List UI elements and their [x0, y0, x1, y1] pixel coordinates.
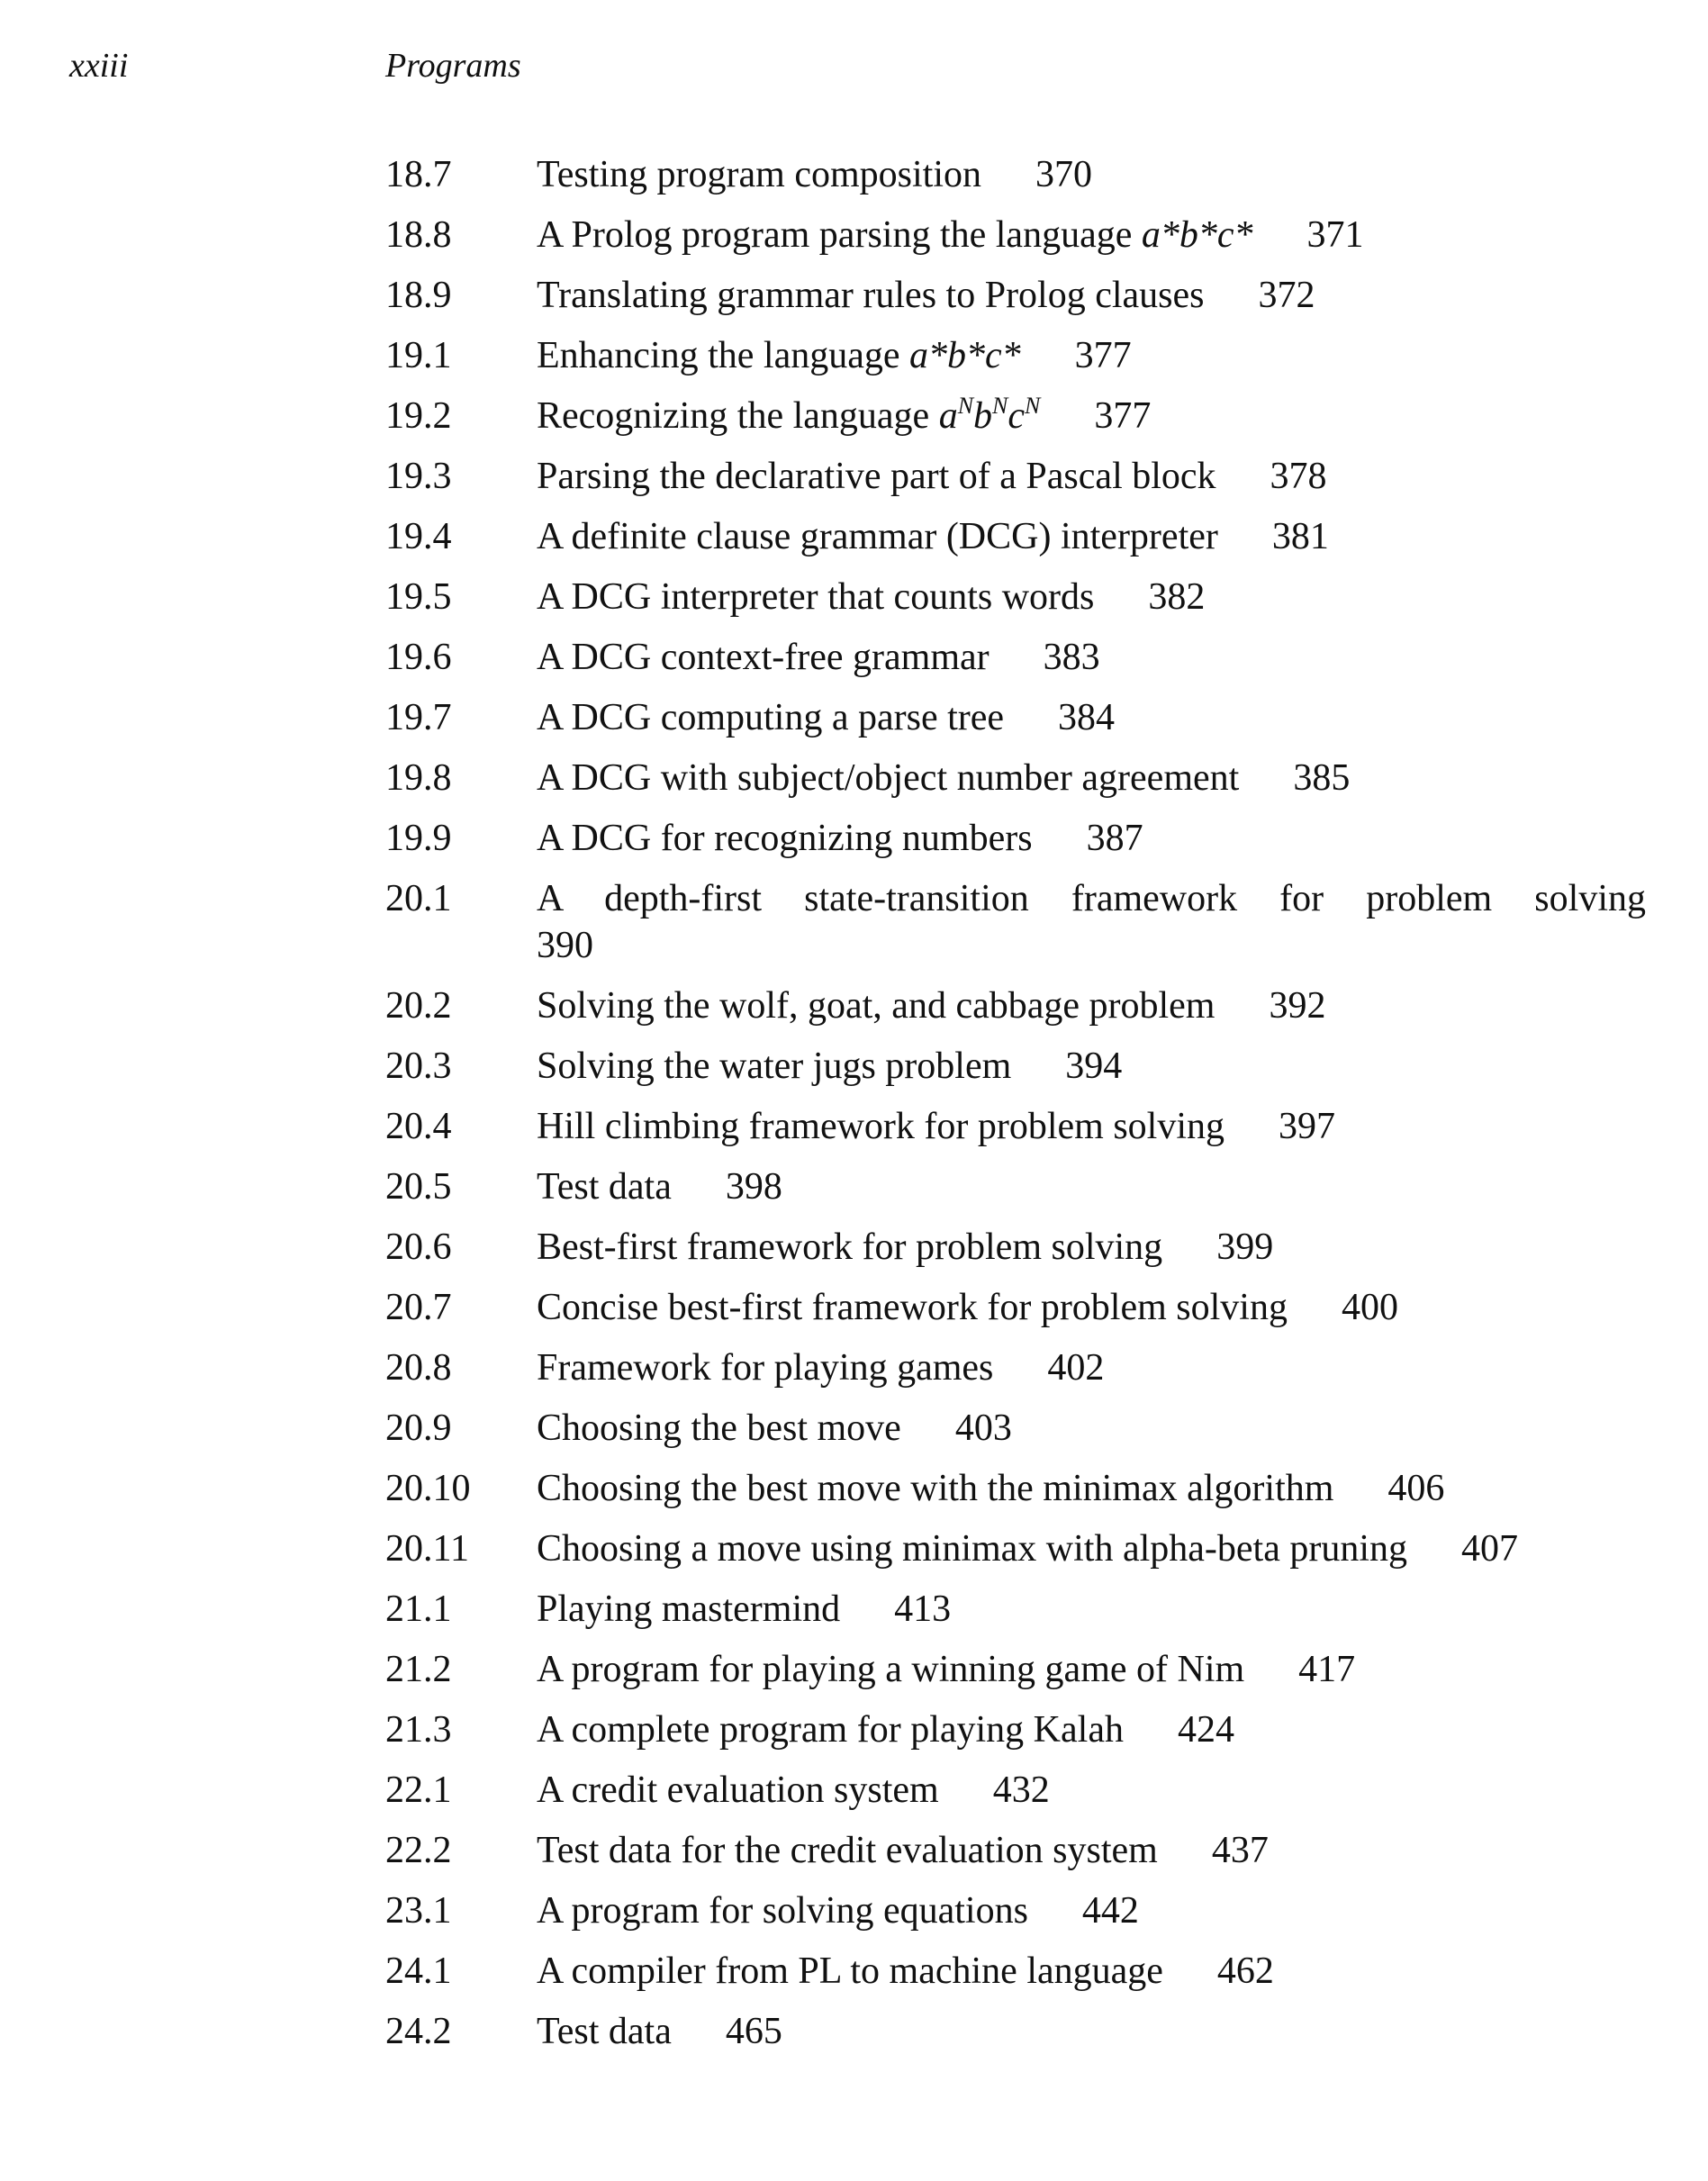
program-number: 20.4 — [385, 1106, 452, 1147]
program-number: 22.1 — [385, 1769, 452, 1811]
program-number: 24.1 — [385, 1950, 452, 1992]
page-reference: 383 — [1043, 637, 1100, 678]
list-item — [385, 634, 1646, 681]
list-item — [385, 1948, 1646, 1995]
program-description — [537, 1706, 1646, 1753]
program-number: 21.1 — [385, 1588, 452, 1630]
program-title: Choosing the best move — [537, 1407, 901, 1449]
list-item — [385, 1827, 1646, 1874]
program-description — [537, 1948, 1646, 1995]
program-number: 21.2 — [385, 1649, 452, 1690]
list-item — [385, 1767, 1646, 1814]
page-reference: 377 — [1074, 335, 1132, 376]
program-title: Framework for playing games — [537, 1347, 994, 1389]
program-description — [537, 1344, 1646, 1391]
program-description — [537, 2008, 1646, 2055]
program-number: 18.8 — [385, 214, 452, 256]
program-title: Playing mastermind — [537, 1588, 841, 1630]
program-number: 18.7 — [385, 154, 452, 195]
list-item — [385, 1344, 1646, 1391]
program-title: Concise best-first framework for problem solving — [537, 1287, 1288, 1328]
program-title: Recognizing the language — [537, 395, 930, 437]
program-number: 19.3 — [385, 456, 452, 497]
list-item — [385, 1706, 1646, 1753]
page-reference: 371 — [1306, 214, 1364, 256]
program-title: Solving the water jugs problem — [537, 1045, 1012, 1087]
math-exponent: N — [992, 393, 1008, 419]
program-title: Parsing the declarative part of a Pascal block — [537, 456, 1216, 497]
program-description — [537, 272, 1646, 319]
list-item — [385, 1405, 1646, 1452]
program-description — [537, 1465, 1646, 1512]
list-item — [385, 2008, 1646, 2055]
list-item — [385, 982, 1646, 1029]
page-reference: 424 — [1177, 1709, 1234, 1751]
program-number: 20.9 — [385, 1407, 452, 1449]
list-item — [385, 212, 1646, 258]
page-reference: 398 — [725, 1166, 782, 1208]
program-description — [537, 574, 1646, 620]
program-title: Choosing a move using minimax with alpha-beta pruning — [537, 1528, 1408, 1570]
math-base: c — [1008, 395, 1026, 437]
list-item — [385, 272, 1646, 319]
page-reference: 372 — [1258, 275, 1315, 316]
list-item — [385, 1163, 1646, 1210]
program-description — [537, 1827, 1646, 1874]
list-item — [385, 1646, 1646, 1693]
program-number: 20.6 — [385, 1226, 452, 1268]
program-number: 19.5 — [385, 576, 452, 618]
program-number: 19.8 — [385, 757, 452, 799]
program-title: A credit evaluation system — [537, 1769, 939, 1811]
list-item — [385, 332, 1646, 379]
math-exponent: N — [1025, 393, 1041, 419]
math-base: a — [938, 395, 958, 437]
program-number: 19.9 — [385, 818, 452, 859]
list-item — [385, 1224, 1646, 1271]
program-number: 21.3 — [385, 1709, 452, 1751]
running-head — [0, 43, 1708, 88]
program-description — [537, 1163, 1646, 1210]
list-item — [385, 574, 1646, 620]
page-reference: 377 — [1094, 395, 1152, 437]
page-reference: 417 — [1298, 1649, 1356, 1690]
program-title: Choosing the best move with the minimax algorithm — [537, 1468, 1334, 1509]
program-title: A DCG with subject/object number agreement — [537, 757, 1240, 799]
math-exponent: N — [957, 393, 974, 419]
page-reference: 387 — [1086, 818, 1143, 859]
program-description — [537, 332, 1646, 379]
program-title: Translating grammar rules to Prolog clauses — [537, 275, 1205, 316]
program-description — [537, 1525, 1646, 1572]
program-number: 20.8 — [385, 1347, 452, 1389]
list-item — [385, 1043, 1646, 1090]
language-expression — [939, 395, 1041, 437]
program-title: Testing program composition — [537, 154, 981, 195]
list-item — [385, 453, 1646, 500]
list-item — [385, 755, 1646, 801]
page-reference: 406 — [1387, 1468, 1445, 1509]
list-item — [385, 1586, 1646, 1633]
page-reference: 381 — [1271, 516, 1329, 557]
page-reference: 432 — [992, 1769, 1050, 1811]
program-title: A program for solving equations — [537, 1890, 1028, 1932]
page-reference: 442 — [1081, 1890, 1139, 1932]
program-description — [537, 694, 1646, 741]
program-description — [537, 1586, 1646, 1633]
program-title: A compiler from PL to machine language — [537, 1950, 1163, 1992]
program-title: Test data — [537, 1166, 672, 1208]
program-number: 20.5 — [385, 1166, 452, 1208]
program-description — [537, 815, 1646, 862]
page-reference: 399 — [1216, 1226, 1274, 1268]
program-title: A DCG computing a parse tree — [537, 697, 1005, 738]
program-number: 20.7 — [385, 1287, 452, 1328]
page-reference: 390 — [537, 925, 593, 966]
program-number: 19.4 — [385, 516, 452, 557]
program-title: Solving the wolf, goat, and cabbage problem — [537, 985, 1215, 1027]
page-reference: 437 — [1211, 1830, 1269, 1871]
program-description — [537, 755, 1646, 801]
program-description — [537, 513, 1646, 560]
list-item — [385, 1465, 1646, 1512]
program-description — [537, 151, 1646, 198]
program-title: A depth-first state-transition framework for problem solving — [537, 878, 1646, 919]
program-title: A definite clause grammar (DCG) interpreter — [537, 516, 1218, 557]
program-title: A DCG interpreter that counts words — [537, 576, 1095, 618]
math-base: b — [973, 395, 993, 437]
program-number: 20.2 — [385, 985, 452, 1027]
page-reference: 397 — [1279, 1106, 1336, 1147]
page-reference: 400 — [1341, 1287, 1398, 1328]
program-number: 19.2 — [385, 395, 452, 437]
list-item — [385, 151, 1646, 198]
program-description — [537, 634, 1646, 681]
program-title: Test data for the credit evaluation system — [537, 1830, 1158, 1871]
program-description — [537, 393, 1646, 439]
list-item — [385, 815, 1646, 862]
page-reference: 413 — [894, 1588, 952, 1630]
list-item — [385, 1103, 1646, 1150]
language-expression: a*b*c* — [1141, 214, 1253, 256]
program-number: 20.10 — [385, 1468, 471, 1509]
program-title: A DCG context-free grammar — [537, 637, 990, 678]
program-description — [537, 1887, 1646, 1934]
program-title: A program for playing a winning game of Nim — [537, 1649, 1245, 1690]
program-number: 19.1 — [385, 335, 452, 376]
program-description — [537, 1767, 1646, 1814]
program-title: Enhancing the language — [537, 335, 900, 376]
page-reference: 382 — [1148, 576, 1206, 618]
program-description — [537, 1646, 1646, 1693]
program-title: Hill climbing framework for problem solving — [537, 1106, 1225, 1147]
list-item — [385, 393, 1646, 439]
page-reference: 402 — [1047, 1347, 1105, 1389]
program-number: 20.1 — [385, 878, 452, 919]
program-title: A Prolog program parsing the language — [537, 214, 1133, 256]
program-number: 20.11 — [385, 1528, 469, 1570]
list-item — [385, 1887, 1646, 1934]
list-item — [385, 1284, 1646, 1331]
program-description — [537, 1284, 1646, 1331]
page-reference: 392 — [1269, 985, 1326, 1027]
program-number: 19.7 — [385, 697, 452, 738]
list-item — [385, 694, 1646, 741]
program-description — [537, 212, 1646, 258]
program-title: Best-first framework for problem solving — [537, 1226, 1163, 1268]
program-number: 19.6 — [385, 637, 452, 678]
page-reference: 462 — [1216, 1950, 1274, 1992]
list-item — [385, 513, 1646, 560]
page-reference: 378 — [1270, 456, 1327, 497]
program-title: Test data — [537, 2011, 672, 2052]
program-number: 24.2 — [385, 2011, 452, 2052]
page-reference: 394 — [1065, 1045, 1123, 1087]
program-description — [537, 1405, 1646, 1452]
page-reference: 403 — [954, 1407, 1012, 1449]
program-description — [537, 453, 1646, 500]
program-number: 22.2 — [385, 1830, 452, 1871]
list-item — [385, 875, 1646, 969]
program-description — [537, 875, 1646, 969]
page-reference: 465 — [725, 2011, 782, 2052]
program-number: 18.9 — [385, 275, 452, 316]
section-title: Programs — [385, 47, 521, 85]
page-reference: 384 — [1058, 697, 1116, 738]
program-title: A complete program for playing Kalah — [537, 1709, 1124, 1751]
page-reference: 385 — [1293, 757, 1351, 799]
program-title: A DCG for recognizing numbers — [537, 818, 1033, 859]
page-number: xxiii — [69, 47, 129, 85]
program-description — [537, 1103, 1646, 1150]
language-expression: a*b*c* — [909, 335, 1021, 376]
program-description — [537, 1043, 1646, 1090]
list-item — [385, 1525, 1646, 1572]
page-reference: 407 — [1461, 1528, 1519, 1570]
page-reference: 370 — [1035, 154, 1092, 195]
program-description — [537, 982, 1646, 1029]
program-description — [537, 1224, 1646, 1271]
program-number: 20.3 — [385, 1045, 452, 1087]
program-list — [385, 151, 1646, 2068]
program-number: 23.1 — [385, 1890, 452, 1932]
